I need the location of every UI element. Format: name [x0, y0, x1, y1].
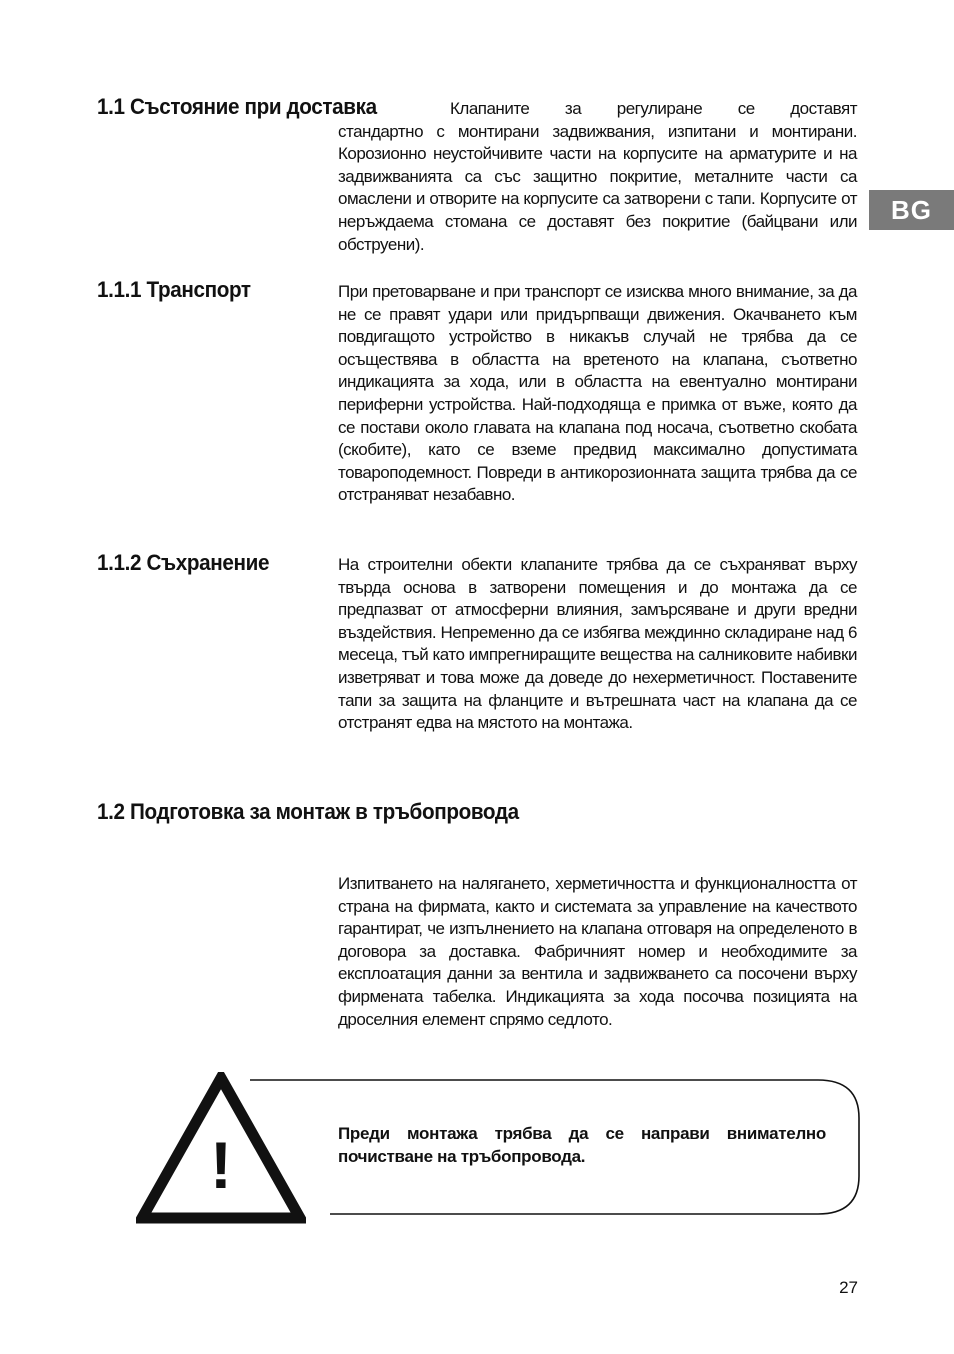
section-heading-transport: 1.1.1 Транспорт [97, 277, 251, 302]
section-heading-preparation: 1.2 Подготовка за монтаж в тръбопровода [97, 799, 519, 824]
section-body-preparation: Изпитването на налягането, херметичността и функционалността от страна на фирмата, както и системата за управление на качеството гарантират, че изпълнението на клапана отговаря на определеното в договора за доставка. Фабричният номер и необходимите за експлоатация данни за вентила и задвижването са посочени върху фирмената табелка. Индикацията за хода посочва позицията на дроселния елемент спрямо седлото. [338, 874, 857, 1029]
section-body-storage: На строителни обекти клапаните трябва да се съхраняват върху твърда основа в затворени помещения и до монтажа да се предпазват от атмосферни влияния, замърсяване и други вредни въздействия. Непременно да се избягва междинно складиране над 6 месеца, тъй като импрегниращите вещества на салниковите набивки изветряват и това може да доведе до нехерметичност. Поставените тапи за защита на фланците и вътрешната част на клапана да се отстранят едва на мястото на монтажа. [338, 555, 857, 733]
warning-triangle-icon [136, 1072, 306, 1224]
section-body-delivery [338, 98, 857, 256]
section-heading-delivery: 1.1 Състояние при доставка [97, 94, 377, 119]
section-body-delivery-text: стандартно с монтирани задвижвания, изпитани и монтирани. Корозионно неустойчивите части на корпусите на арматурите и на задвижванията са със защитно покритие, металните части са омаслени и отворите на корпусите са затворени с тапи. Корпусите от неръждаема стомана се доставят без покритие (байцвани или обструени). [338, 121, 857, 254]
warning-exclamation-mark: ! [210, 1128, 232, 1202]
section-body-transport: При претоварване и при транспорт се изисква много внимание, за да не се правят удари или придърпващи движения. Окачването към повдигащото устройство в никакъв случай не трябва да се осъществява в областта на вретеното на клапана, съответно индикацията за хода, или в областта на евентуално монтирани периферни устройства. Най-подходяща е примка от въже, която да се постави около главата на клапана под носача, съответно скобата (скобите), като се вземе предвид максимално допустимата товароподемност. Повреди в антикорозионната защита трябва да се отстраняват незабавно. [338, 282, 857, 505]
section-heading-storage: 1.1.2 Съхранение [97, 550, 270, 575]
language-tab: BG [869, 190, 954, 230]
page-number: 27 [839, 1278, 858, 1297]
section-body-delivery-first-line: Клапаните за регулиране се доставят [450, 99, 857, 118]
warning-text: Преди монтажа трябва да се направи внимателно почистване на тръбопровода. [338, 1124, 826, 1166]
